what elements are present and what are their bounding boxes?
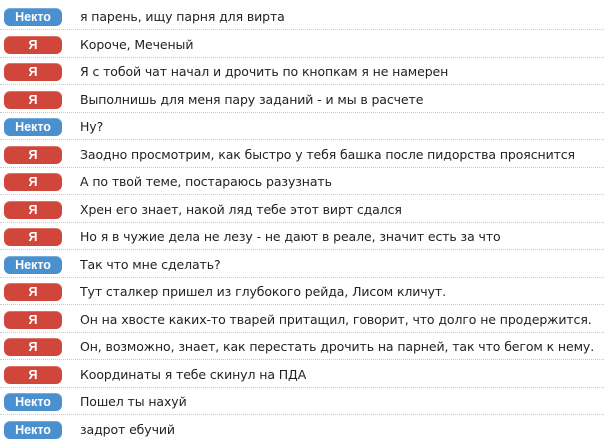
sender-badge-stranger: Некто (4, 256, 62, 274)
sender-badge-me: Я (4, 311, 62, 329)
chat-message (0, 223, 604, 250)
sender-badge-me: Я (4, 146, 62, 164)
message-text: Я с тобой чат начал и дрочить по кнопкам я не намерен (80, 64, 449, 79)
message-text: Короче, Меченый (80, 37, 194, 52)
sender-badge-me: Я (4, 36, 62, 54)
message-text: Координаты я тебе скинул на ПДА (80, 367, 307, 382)
sender-badge-stranger: Некто (4, 8, 62, 26)
message-text: Он на хвосте каких-то тварей притащил, говорит, что долго не продержится. (80, 312, 592, 327)
chat-message (0, 416, 604, 443)
chat-message (0, 388, 604, 415)
chat-message (0, 58, 604, 85)
chat-message (0, 306, 604, 333)
sender-badge-me: Я (4, 173, 62, 191)
chat-message (0, 196, 604, 223)
sender-badge-me: Я (4, 366, 62, 384)
message-text: А по твой теме, постараюсь разузнать (80, 174, 332, 189)
chat-message (0, 3, 604, 30)
chat-message (0, 31, 604, 58)
message-text: Но я в чужие дела не лезу - не дают в реале, значит есть за что (80, 229, 501, 244)
sender-badge-stranger: Некто (4, 118, 62, 136)
chat-message (0, 333, 604, 360)
chat-message (0, 361, 604, 388)
chat-message (0, 251, 604, 278)
chat-message (0, 113, 604, 140)
message-text: Так что мне сделать? (80, 257, 221, 272)
message-text: Пошел ты нахуй (80, 394, 187, 409)
sender-badge-stranger: Некто (4, 393, 62, 411)
sender-badge-me: Я (4, 63, 62, 81)
sender-badge-stranger: Некто (4, 421, 62, 439)
message-text: Хрен его знает, накой ляд тебе этот вирт сдался (80, 202, 402, 217)
message-text: задрот ебучий (80, 422, 175, 437)
chat-message (0, 86, 604, 113)
message-text: Он, возможно, знает, как перестать дрочить на парней, так что бегом к нему. (80, 339, 595, 354)
sender-badge-me: Я (4, 228, 62, 246)
message-text: Ну? (80, 119, 104, 134)
sender-badge-me: Я (4, 338, 62, 356)
message-text: я парень, ищу парня для вирта (80, 9, 285, 24)
message-text: Выполнишь для меня пару заданий - и мы в расчете (80, 92, 424, 107)
chat-message (0, 141, 604, 168)
message-text: Заодно просмотрим, как быстро у тебя башка после пидорства прояснится (80, 147, 575, 162)
sender-badge-me: Я (4, 91, 62, 109)
sender-badge-me: Я (4, 201, 62, 219)
chat-message (0, 278, 604, 305)
chat-message (0, 168, 604, 195)
message-text: Тут сталкер пришел из глубокого рейда, Лисом кличут. (80, 284, 446, 299)
sender-badge-me: Я (4, 283, 62, 301)
